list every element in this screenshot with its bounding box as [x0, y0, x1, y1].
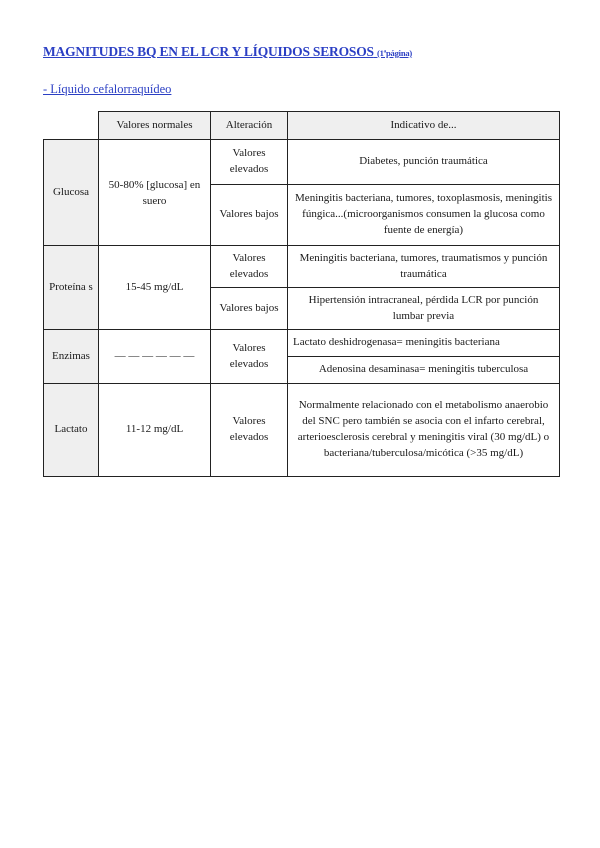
enzimas-ind-ada: Adenosina desaminasa= meningitis tuberculosa	[288, 357, 560, 384]
header-indicative: Indicativo de...	[288, 112, 560, 140]
lactato-ind: Normalmente relacionado con el metabolismo anaerobio del SNC pero también se asocia con el infarto cerebral, arterioesclerosis cerebral y meningitis viral (30 mg/dL) o bacteriana/tuberculosa/micótica (>35 mg/dL)	[288, 384, 560, 477]
lcr-table	[43, 111, 560, 477]
table-row	[44, 330, 560, 357]
proteinas-alt-high: Valores elevados	[211, 246, 288, 288]
page-title	[43, 44, 412, 60]
title-page-note: (1ªpágina)	[377, 48, 413, 58]
header-alteration: Alteración	[211, 112, 288, 140]
proteinas-ind-high: Meningitis bacteriana, tumores, traumatismos y punción traumática	[288, 246, 560, 288]
proteinas-alt-low: Valores bajos	[211, 288, 288, 330]
lactato-normal: 11-12 mg/dL	[99, 384, 211, 477]
header-empty-cell	[44, 112, 99, 140]
glucosa-ind-high: Diabetes, punción traumática	[288, 140, 560, 185]
glucosa-ind-low: Meningitis bacteriana, tumores, toxoplasmosis, meningitis fúngica...(microorganismos consumen la glucosa como fuente de energía)	[288, 185, 560, 246]
enzimas-ind-ldh: Lactato deshidrogenasa= meningitis bacteriana	[288, 330, 560, 357]
title-text: MAGNITUDES BQ EN EL LCR Y LÍQUIDOS SEROSOS	[43, 44, 374, 59]
param-glucosa: Glucosa	[44, 140, 99, 246]
param-proteinas: Proteína s	[44, 246, 99, 330]
enzimas-alt: Valores elevados	[211, 330, 288, 384]
glucosa-alt-high: Valores elevados	[211, 140, 288, 185]
table-header-row	[44, 112, 560, 140]
table-row	[44, 140, 560, 185]
lactato-alt: Valores elevados	[211, 384, 288, 477]
section-subtitle: - Líquido cefalorraquídeo	[43, 82, 172, 96]
table-row	[44, 246, 560, 288]
proteinas-normal: 15-45 mg/dL	[99, 246, 211, 330]
glucosa-alt-low: Valores bajos	[211, 185, 288, 246]
table-row	[44, 384, 560, 477]
param-enzimas: Enzimas	[44, 330, 99, 384]
proteinas-ind-low: Hipertensión intracraneal, pérdida LCR por punción lumbar previa	[288, 288, 560, 330]
enzimas-normal: — — — — — —	[99, 330, 211, 384]
param-lactato: Lactato	[44, 384, 99, 477]
glucosa-normal: 50-80% [glucosa] en suero	[99, 140, 211, 246]
header-normal-values: Valores normales	[99, 112, 211, 140]
